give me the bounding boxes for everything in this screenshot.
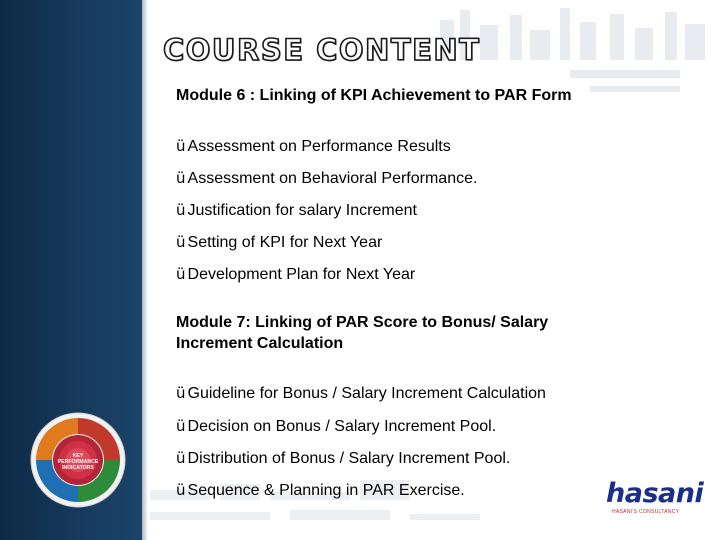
svg-text:KEY: KEY xyxy=(72,453,84,459)
module-7-bullet-4: ü Sequence & Planning in PAR Exercise. xyxy=(176,481,465,499)
module-7-bullet-1: ü Guideline for Bonus / Salary Increment Calculation xyxy=(176,384,546,402)
side-band-edge xyxy=(142,0,148,540)
svg-text:PERFORMANCE: PERFORMANCE xyxy=(57,459,99,465)
check-icon: ü xyxy=(176,449,186,467)
module-6-bullet-4: ü Setting of KPI for Next Year xyxy=(176,233,383,251)
check-icon: ü xyxy=(176,265,186,283)
slide-title: COURSE CONTENT xyxy=(163,33,481,67)
check-icon: ü xyxy=(176,169,186,187)
brand-logo xyxy=(606,478,704,520)
module-6-bullet-5: ü Development Plan for Next Year xyxy=(176,265,416,283)
check-icon: ü xyxy=(176,417,186,435)
watermark-graphic xyxy=(420,0,720,140)
check-icon: ü xyxy=(176,233,186,251)
module-6-bullet-1: ü Assessment on Performance Results xyxy=(176,137,451,155)
check-icon: ü xyxy=(176,201,186,219)
brand-tagline: HASANI'S CONSULTANCY xyxy=(612,509,680,515)
check-icon: ü xyxy=(176,137,186,155)
check-icon: ü xyxy=(176,481,186,499)
brand-name: hasani xyxy=(606,478,704,509)
kpi-emblem-icon xyxy=(30,412,126,508)
module-7-heading: Module 7: Linking of PAR Score to Bonus/ Salary Increment Calculation xyxy=(176,314,549,352)
module-6-heading: Module 6 : Linking of KPI Achievement to PAR Form xyxy=(176,87,572,104)
svg-text:INDICATORS: INDICATORS xyxy=(62,465,94,471)
module-7-bullet-3: ü Distribution of Bonus / Salary Increment Pool. xyxy=(176,449,511,467)
check-icon: ü xyxy=(176,384,186,402)
module-7-bullet-2: ü Decision on Bonus / Salary Increment Pool. xyxy=(176,417,497,435)
module-6-bullet-3: ü Justification for salary Increment xyxy=(176,201,417,219)
module-6-bullet-2: ü Assessment on Behavioral Performance. xyxy=(176,169,478,187)
